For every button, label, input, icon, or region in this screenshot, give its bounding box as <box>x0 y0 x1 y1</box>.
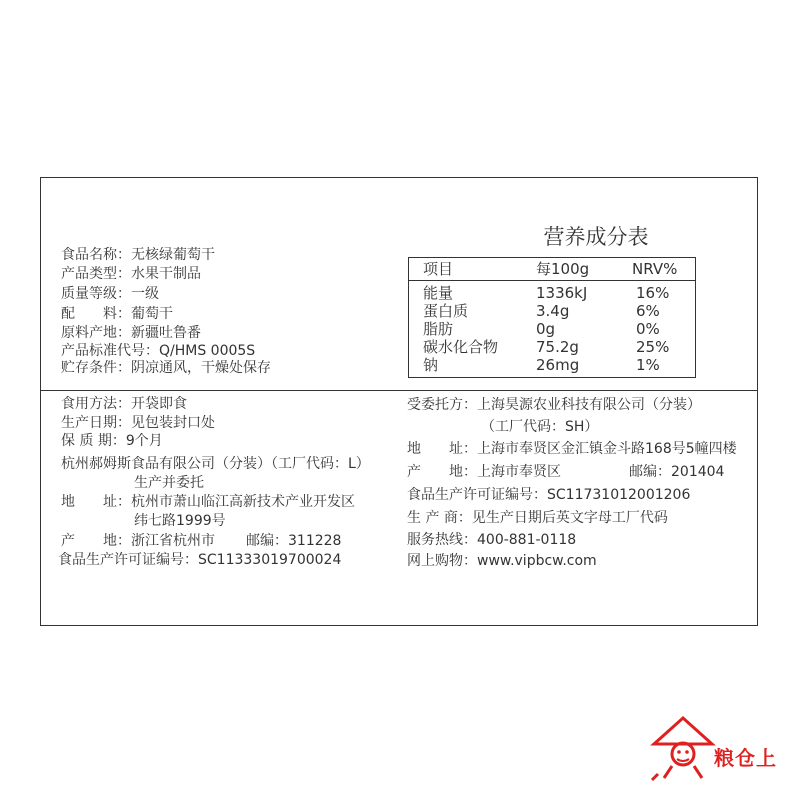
address-text: 地 址：上海市奉贤区金汇镇金斗路168号5幢四楼 <box>407 441 737 457</box>
license-text: 食品生产许可证编号：SC11333019700024 <box>58 552 342 568</box>
nutrition-header-nrv: NRV% <box>632 260 678 278</box>
nutrition-cell: 25% <box>636 338 670 356</box>
product-type: 产品类型：水果干制品 <box>61 266 201 282</box>
nutrition-header-divider <box>409 280 695 281</box>
usage-text: 食用方法：开袋即食 <box>61 396 187 412</box>
commission-text: 生产并委托 <box>134 475 204 491</box>
product-origin: 原料产地：新疆吐鲁番 <box>61 325 201 341</box>
product-ingredients: 配 料：葡萄干 <box>61 306 173 322</box>
entrusted-party-text: 受委托方：上海昊源农业科技有限公司（分装） <box>407 397 701 413</box>
section-divider <box>41 390 757 391</box>
nutrition-cell: 1336kJ <box>536 284 588 302</box>
nutrition-cell: 0g <box>536 320 556 338</box>
product-standard: 产品标准代号：Q/HMS 0005S <box>61 343 256 359</box>
nutrition-cell: 钠 <box>423 356 439 374</box>
product-grade: 质量等级：一级 <box>61 286 159 302</box>
product-label <box>40 177 758 626</box>
nutrition-cell: 3.4g <box>536 302 570 320</box>
product-storage: 贮存条件：阴凉通风，干燥处保存 <box>61 360 271 376</box>
license-text: 食品生产许可证编号：SC11731012001206 <box>407 487 691 503</box>
address-text-continued: 纬七路1999号 <box>134 513 226 529</box>
nutrition-cell: 1% <box>636 356 660 374</box>
nutrition-cell: 75.2g <box>536 338 579 356</box>
company-text: 杭州郝姆斯食品有限公司（分装）（工厂代码：L） <box>61 456 370 472</box>
mascot-icon <box>648 714 718 784</box>
producer-text: 生 产 商：见生产日期后英文字母工厂代码 <box>407 510 668 526</box>
nutrition-header-per100g: 每100g <box>536 260 590 278</box>
nutrition-cell: 脂肪 <box>423 320 454 338</box>
shelf-life-text: 保 质 期：9个月 <box>61 433 163 449</box>
brand-logo <box>648 714 798 784</box>
nutrition-header-item: 项目 <box>423 260 454 278</box>
nutrition-cell: 蛋白质 <box>423 302 469 320</box>
logo-text: 粮仓上 <box>714 746 777 770</box>
nutrition-table <box>408 257 696 378</box>
origin-place-text: 产 地：上海市奉贤区 <box>407 464 561 480</box>
nutrition-cell: 16% <box>636 284 670 302</box>
address-text: 地 址：杭州市萧山临江高新技术产业开发区 <box>61 494 355 510</box>
postcode-text: 邮编：311228 <box>246 533 342 549</box>
nutrition-cell: 0% <box>636 320 660 338</box>
nutrition-cell: 26mg <box>536 356 580 374</box>
nutrition-cell: 6% <box>636 302 660 320</box>
hotline-text: 服务热线：400-881-0118 <box>407 532 577 548</box>
nutrition-title: 营养成分表 <box>543 225 649 249</box>
postcode-text: 邮编：201404 <box>629 464 725 480</box>
product-name: 食品名称：无核绿葡萄干 <box>61 247 215 263</box>
production-date-text: 生产日期：见包装封口处 <box>61 415 215 431</box>
factory-code-text: （工厂代码：SH） <box>481 419 599 435</box>
nutrition-cell: 能量 <box>423 284 454 302</box>
nutrition-cell: 碳水化合物 <box>423 338 499 356</box>
origin-place-text: 产 地：浙江省杭州市 <box>61 533 215 549</box>
online-shop-text: 网上购物：www.vipbcw.com <box>407 553 597 569</box>
